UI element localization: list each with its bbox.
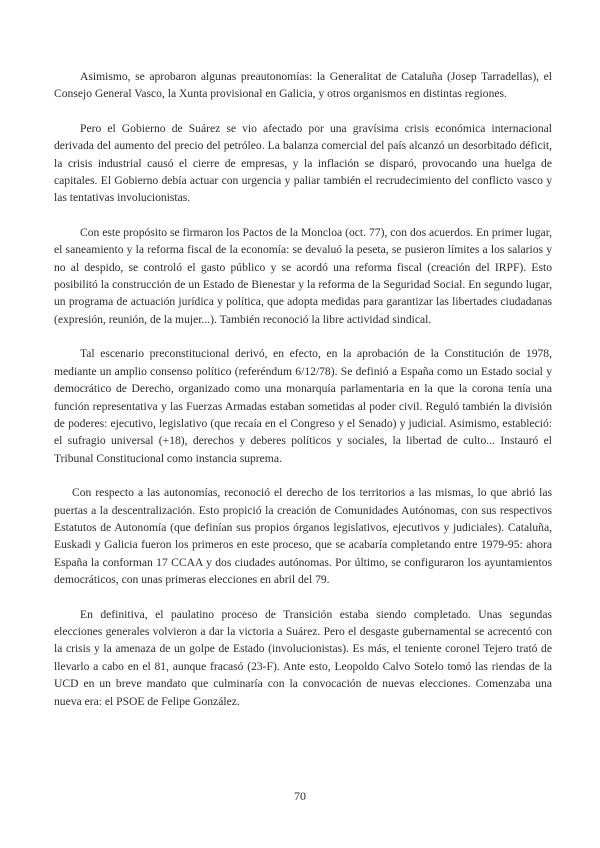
paragraph-preautonomias: Asimismo, se aprobaron algunas preautonomías: la Generalitat de Cataluña (Josep Tarradellas), el Consejo General Vasco, la Xunta provisional en Galicia, y otros organismos en distintas regiones.	[54, 70, 552, 101]
paragraph-crisis-economica: Pero el Gobierno de Suárez se vio afectado por una gravísima crisis económica internacional derivada del aumento del precio del petróleo. La balanza comercial del país alcanzó un desorbitado déficit, la crisis industrial causó el cierre de empresas, y la inflación se disparó, provocando una huelga de capitales. El Gobierno debía actuar con urgencia y paliar también el recrudecimiento del conflicto vasco y las tentativas involucionistas.	[54, 121, 552, 205]
page-number: 70	[294, 789, 306, 803]
paragraph-autonomias: Con respecto a las autonomías, reconoció el derecho de los territorios a las mismas, lo que abrió las puertas a la descentralización. Esto propició la creación de Comunidades Autónomas, con sus respectivos Estatutos de Autonomía (que definían sus propios órganos legislativos, ejecutivos y judiciales). Cataluña, Euskadi y Galicia fueron los primeros en este proceso, que se acabaría completando entre 1979-95: ahora España la conforman 17 CCAA y dos ciudades autónomas. Por último, se configuraron los ayuntamientos democráticos, con unas primeras elecciones en abril del 79.	[54, 486, 552, 587]
document-body	[54, 68, 552, 727]
paragraph-transicion: En definitiva, el paulatino proceso de Transición estaba siendo completado. Unas segundas elecciones generales volvieron a dar la victoria a Suárez. Pero el desgaste gubernamental se acrecentó con la crisis y la amenaza de un golpe de Estado (involucionistas). Es más, el teniente coronel Tejero trató de llevarlo a cabo en el 81, aunque fracasó (23-F). Ante esto, Leopoldo Calvo Sotelo tomó las riendas de la UCD en un breve mandato que culminaría con la convocación de nuevas elecciones. Comenzaba una nueva era: el PSOE de Felipe González.	[54, 607, 552, 708]
paragraph-pactos-moncloa: Con este propósito se firmaron los Pactos de la Moncloa (oct. 77), con dos acuerdos. En primer lugar, el saneamiento y la reforma fiscal de la economía: se devaluó la peseta, se pusieron límites a los salarios y no al despido, se controló el gasto público y se acordó una reforma fiscal (creación del IRPF). Esto posibilitó la construcción de un Estado de Bienestar y la reforma de la Seguridad Social. En segundo lugar, un programa de actuación jurídica y política, que adopta medidas para garantizar las libertades ciudadanas (expresión, reunión, de la mujer...). También reconoció la libre actividad sindical.	[54, 225, 552, 326]
paragraph-constitucion: Tal escenario preconstitucional derivó, en efecto, en la aprobación de la Constitución de 1978, mediante un amplio consenso político (referéndum 6/12/78). Se definió a España como un Estado social y democrático de Derecho, organizado como una monarquía parlamentaria en la que la corona tenía una función representativa y las Fuerzas Armadas estaban sometidas al poder civil. Reguló también la división de poderes: ejecutivo, legislativo (que recaía en el Congreso y el Senado) y judicial. Asimismo, estableció: el sufragio universal (+18), derechos y deberes políticos y sociales, la libertad de culto... Instauró el Tribunal Constitucional como instancia suprema.	[54, 347, 552, 465]
